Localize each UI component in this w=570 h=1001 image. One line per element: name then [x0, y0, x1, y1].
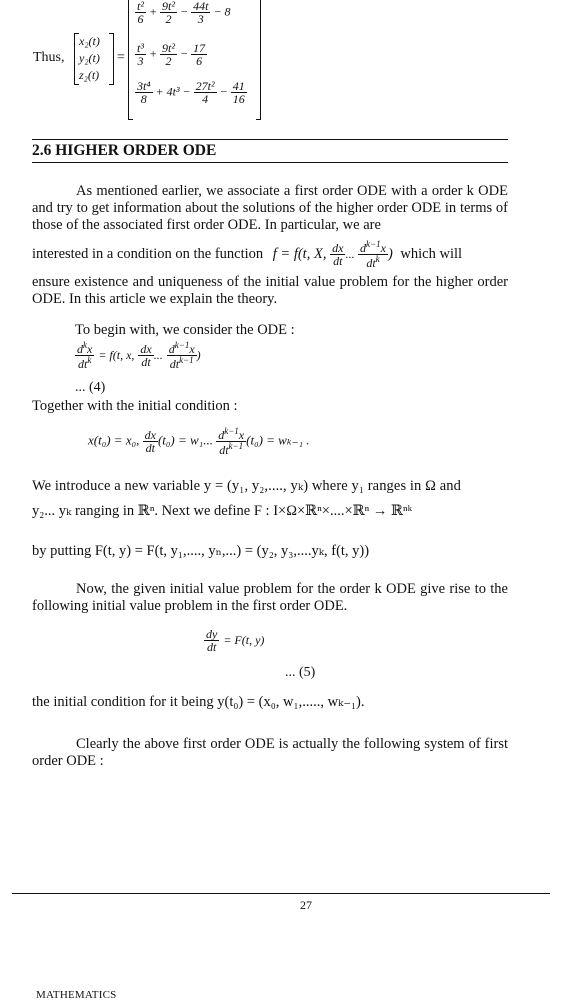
initial-condition-equation: x(t₀) = x₀, $\frac{dx}{dt}$ (t₀) = w₁... $\frac{d^{k-1}x}{dt^{k-1}}$ (t₀) = wₖ₋₁ .: [88, 426, 310, 457]
new-variable-line-1: We introduce a new variable y = (y₁, y₂,...., yₖ) where y₁ ranges in Ω and: [32, 478, 461, 494]
vector-bracket-right: [109, 33, 114, 85]
section-rule-bottom: [32, 162, 508, 163]
ode-rhs: = f(t, x,: [98, 348, 135, 363]
running-title: MATHEMATICS: [36, 989, 117, 1001]
equals-sign: =: [117, 50, 125, 65]
first-order-equation: $\frac{dy}{dt}$ = F(t, y): [206, 627, 265, 654]
ode-equation: $\frac{d^kx}{dt^k}$ = f(t, x, $\frac{dx}{dt}$ ... $\frac{d^{k-1}x}{dt^{k-1}}$ ): [77, 340, 201, 371]
system-paragraph: Clearly the above first order ODE is actually the following system of first order ODE :: [32, 736, 508, 769]
vector-z2: z₂(t): [79, 68, 100, 82]
ode-intro: To begin with, we consider the ODE :: [75, 322, 295, 338]
matrix-bracket-left: [128, 0, 133, 120]
paragraph-intro-condition-line: interested in a condition on the function f = f(t, X, $\frac{dx}{dt}$ ... $\frac{d^{k-1}x}{dt^k}$ ) which will: [32, 239, 463, 270]
ivp-paragraph: Now, the given initial value problem for the order k ODE give rise to the following initial value problem in the first order ODE.: [32, 581, 508, 614]
section-rule-top: [32, 139, 508, 140]
page-number: 27: [300, 898, 312, 912]
paragraph-intro: As mentioned earlier, we associate a first order ODE with a order k ODE and try to get information about the solutions of the higher order ODE in terms of those of the associated first order ODE. In particular, we are: [32, 183, 508, 233]
matrix-row-3: $\frac{\text{3t⁴}}{8}$ + 4t³ − $\frac{\text{27t²}}{4}$ − $\frac{41}{16}$: [137, 79, 245, 106]
new-variable-line-2: y₂... yₖ ranging in ℝⁿ. Next we define F : I×Ω×ℝⁿ×....×ℝⁿ → ℝⁿᵏ: [32, 503, 413, 519]
initial-condition-intro: Together with the initial condition :: [32, 398, 238, 414]
footer-rule: [12, 893, 550, 894]
condition-tail: which will: [400, 245, 463, 262]
matrix-row-2: $\frac{\text{t³}}{3}$ + $\frac{\text{9t²}}{2}$ − $\frac{17}{6}$: [137, 41, 206, 68]
vector-x2: x₂(t): [79, 34, 100, 48]
condition-formula: f = f(t, X,: [272, 245, 327, 262]
matrix-bracket-right: [256, 0, 261, 120]
first-order-equation-number: ... (5): [285, 665, 316, 680]
paragraph-intro-end: ensure existence and uniqueness of the initial value problem for the higher order ODE. In this article we explain the theory.: [32, 274, 508, 307]
first-order-initial-condition: the initial condition for it being y(t₀) = (x₀, w₁,....., wₖ₋₁).: [32, 694, 365, 710]
section-title: 2.6 HIGHER ORDER ODE: [32, 142, 217, 159]
matrix-row-1: $\frac{\text{t²}}{6}$ + $\frac{\text{9t²}}{2}$ − $\frac{44t}{3}$ − 8: [137, 0, 231, 26]
condition-text: interested in a condition on the function: [32, 245, 264, 262]
new-variable-line-3: by putting F(t, y) = F(t, y₁,...., yₙ,...) = (y₂, y₃,....yₖ, f(t, y)): [32, 543, 370, 559]
thus-label: Thus,: [33, 50, 65, 65]
vector-y2: y₂(t): [79, 51, 100, 65]
top-equation: [0, 0, 570, 120]
ode-equation-number: ... (4): [75, 380, 106, 395]
